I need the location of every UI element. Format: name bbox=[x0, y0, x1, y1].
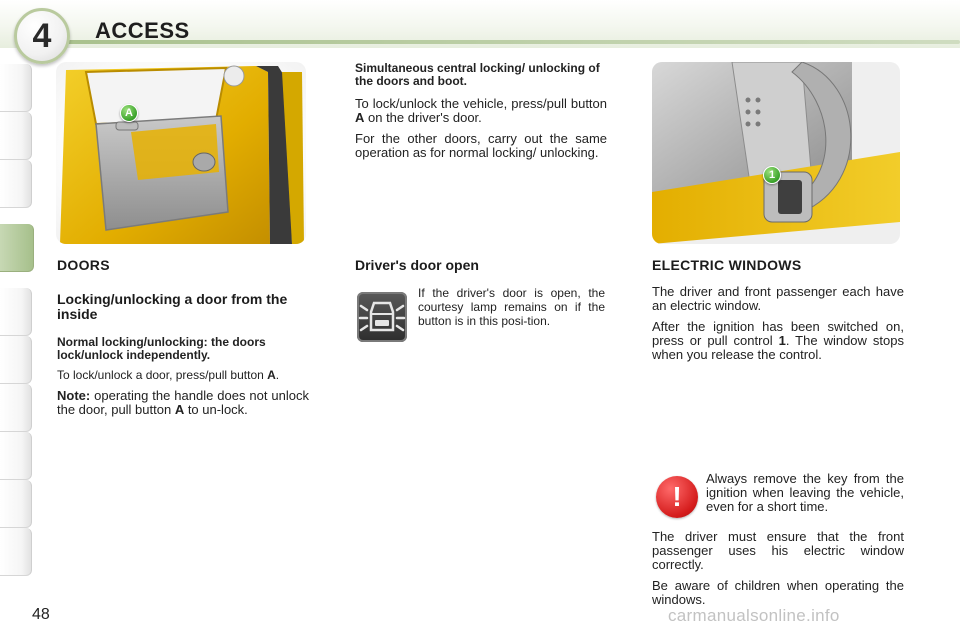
chapter-tab-8[interactable] bbox=[0, 432, 32, 480]
drivers-door-text: If the driver's door is open, the courtesy lamp remains on if the button is in this posi-tion. bbox=[418, 286, 605, 328]
chapter-tab-5[interactable] bbox=[0, 288, 32, 336]
door-panel-photo bbox=[56, 62, 306, 244]
central-locking-text-1: To lock/unlock the vehicle, press/pull button A on the driver's door. bbox=[355, 96, 607, 125]
car-door-lamp-icon bbox=[357, 292, 407, 342]
note-text: Note: operating the handle does not unlock the door, pull button A to un-lock. bbox=[57, 388, 309, 417]
chapter-tab-9[interactable] bbox=[0, 480, 32, 528]
header-divider bbox=[60, 40, 960, 44]
page-number: 48 bbox=[32, 606, 50, 623]
watermark-text: carmanualsonline.info bbox=[668, 606, 840, 625]
chapter-tabs bbox=[0, 64, 34, 576]
chapter-tab-2[interactable] bbox=[0, 112, 32, 160]
door-panel-illustration bbox=[56, 62, 306, 244]
locking-inside-subheading: Locking/unlocking a door from the inside bbox=[57, 291, 288, 322]
callout-1-badge: 1 bbox=[763, 166, 781, 184]
callout-a-badge: A bbox=[120, 104, 138, 122]
normal-locking-heading: Normal locking/unlocking: the doors lock/unlock independently. bbox=[57, 335, 266, 362]
drivers-door-text-block bbox=[418, 286, 605, 335]
exclamation-warning-icon: ! bbox=[656, 476, 698, 518]
normal-locking-text: To lock/unlock a door, press/pull button A. bbox=[57, 368, 280, 382]
chapter-tab-6[interactable] bbox=[0, 336, 32, 384]
chapter-number-badge: 4 bbox=[14, 8, 70, 64]
page-title: ACCESS bbox=[95, 18, 190, 43]
doors-heading: DOORS bbox=[57, 257, 110, 273]
central-locking-text-2: For the other doors, carry out the same operation as for normal locking/ unlocking. bbox=[355, 131, 607, 160]
warning-passenger-text: The driver must ensure that the front passenger uses his electric window correctly. bbox=[652, 529, 904, 572]
chapter-tab-7[interactable] bbox=[0, 384, 32, 432]
chapter-tab-1[interactable] bbox=[0, 64, 32, 112]
warning-remove-key-text: Always remove the key from the ignition when leaving the vehicle, even for a short time. bbox=[706, 471, 904, 514]
drivers-door-section bbox=[355, 258, 607, 287]
central-locking-heading: Simultaneous central locking/ unlocking of the doors and boot. bbox=[355, 61, 600, 88]
chapter-tab-10[interactable] bbox=[0, 528, 32, 576]
electric-windows-text-2: After the ignition has been switched on, press or pull control 1. The window stops when you release the control. bbox=[652, 319, 904, 362]
window-switch-illustration bbox=[652, 62, 900, 244]
chapter-tab-3[interactable] bbox=[0, 160, 32, 208]
electric-windows-text-1: The driver and front passenger each have an electric window. bbox=[652, 284, 904, 313]
electric-windows-heading: ELECTRIC WINDOWS bbox=[652, 257, 802, 273]
chapter-tab-4-active[interactable] bbox=[0, 224, 34, 272]
warning-extra-block bbox=[652, 530, 904, 614]
electric-windows-section bbox=[652, 258, 904, 369]
drivers-door-heading: Driver's door open bbox=[355, 257, 479, 273]
window-switch-photo bbox=[652, 62, 900, 244]
doors-section bbox=[57, 258, 309, 424]
warning-children-text: Be aware of children when operating the windows. bbox=[652, 578, 904, 607]
warning-key-block bbox=[706, 472, 904, 521]
central-locking-section bbox=[355, 62, 607, 167]
